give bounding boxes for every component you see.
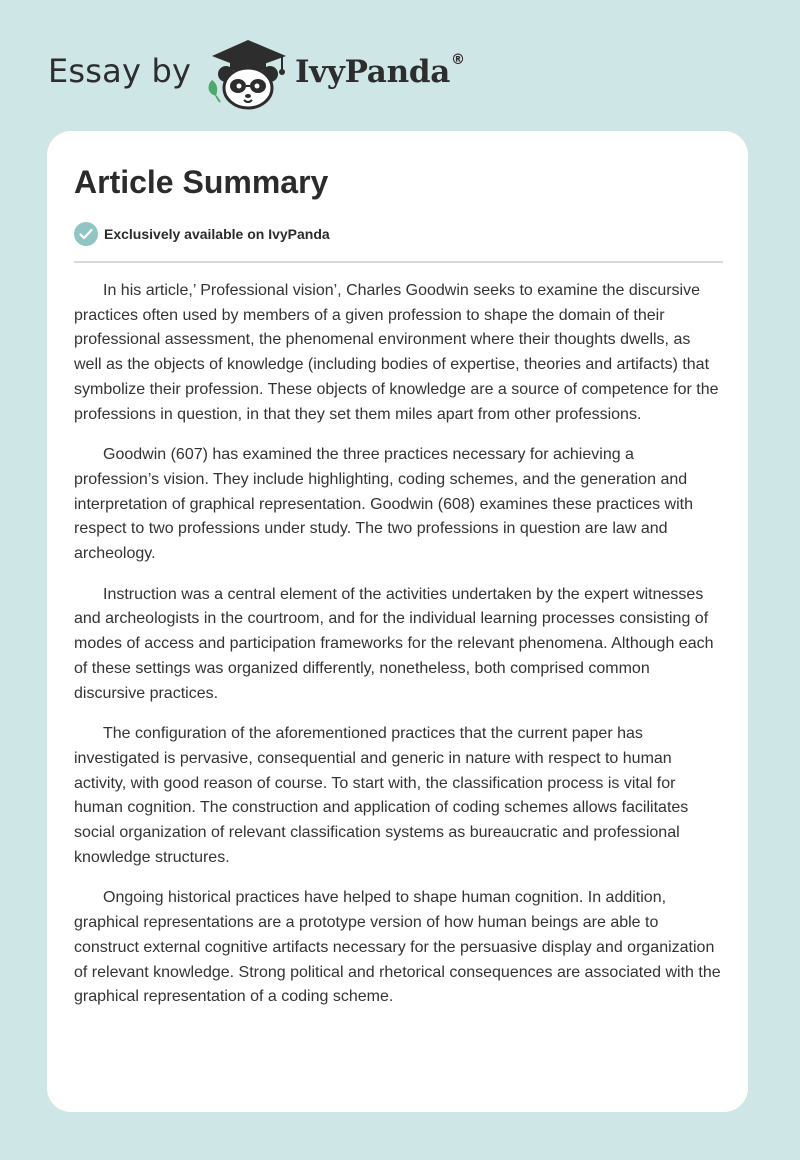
divider [74,261,723,263]
site-header [48,36,508,110]
paragraph: In his article,’ Professional vision’, Charles Goodwin seeks to examine the discursive practices often used by members of a given profession to shape the domain of their professional assessment, the phenomenal environment where their thoughts dwells, as well as the objects of knowledge (including bodies of expertise, theories and artifacts) that symbolize their profession. These objects of knowledge are a source of competence for the professions in question, in that they set them miles apart from other professions. [74,282,719,423]
article-card [47,131,748,1112]
paragraph: The configuration of the aforementioned practices that the current paper has investigated is pervasive, consequential and generic in nature with respect to human activity, with good reason of course. To start with, the classification process is vital for human cognition. The construction and application of coding schemes allows facilitates social organization of relevant classification systems as bureaucratic and professional knowledge structures. [74,725,689,866]
brand-name [295,54,465,90]
check-circle-icon [74,222,98,246]
essay-by-label: Essay by [48,52,192,90]
paragraph: Ongoing historical practices have helped to shape human cognition. In addition, graphical representations are a prototype version of how human beings are able to construct external cognitive artifacts necessary for the persuasive display and organization of relevant knowledge. Strong political and rhetorical consequences are associated with the graphical representation of a coding scheme. [74,889,721,1006]
page-title: Article Summary [74,164,329,200]
exclusive-label: Exclusively available on IvyPanda [104,226,330,242]
article-body [74,279,722,1026]
paragraph: Instruction was a central element of the activities undertaken by the expert witnesses and archeologists in the courtroom, and for the individual learning processes consisting of modes of access and participation frameworks for the relevant phenomena. Although each of these settings was organized differently, nonetheless, both comprised common discursive practices. [74,585,714,702]
registered-mark: ® [451,52,465,68]
brand-text: IvyPanda [295,54,450,90]
exclusive-badge [74,221,330,247]
panda-graduate-icon [202,36,294,110]
paragraph: Goodwin (607) has examined the three practices necessary for achieving a profession’s vision. They include highlighting, coding schemes, and the generation and interpretation of graphical representation. Goodwin (608) examines these practices with respect to two professions under study. The two professions in question are law and archeology. [74,446,693,563]
